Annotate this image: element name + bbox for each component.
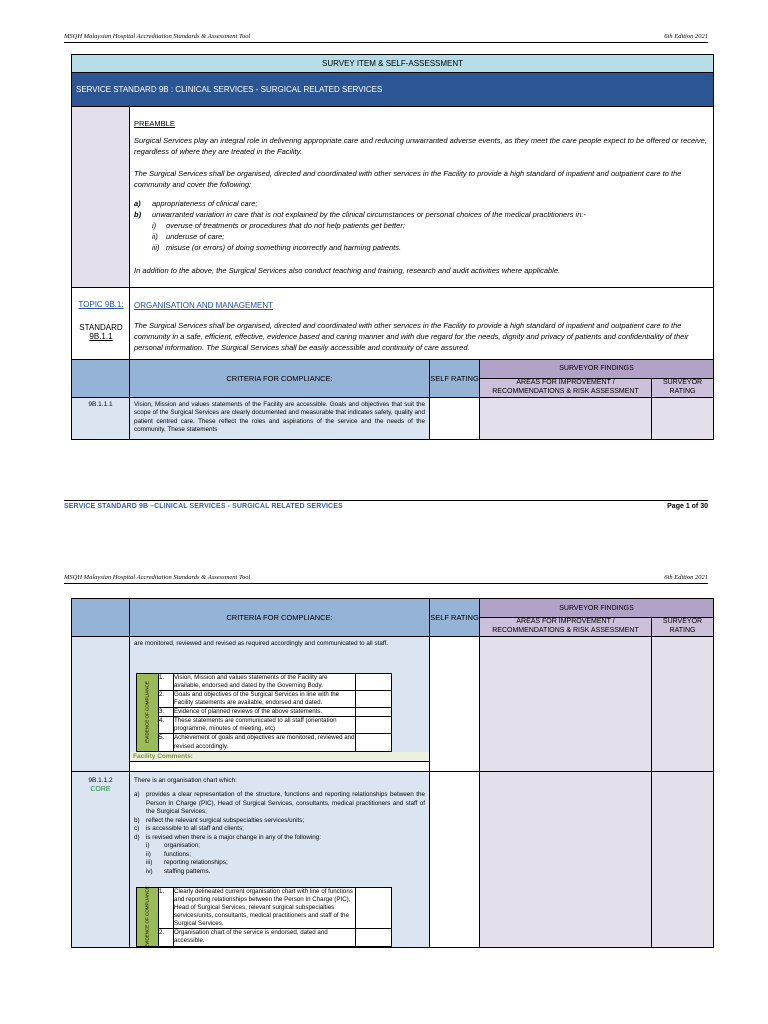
evidence-item: These statements are communicated to all staff (orientation programme, minutes of meeting, etc) xyxy=(174,717,356,734)
header-left: MSQH Malaysian Hospital Accreditation Standards & Assessment Tool xyxy=(64,574,251,581)
evidence-table-2: EVIDENCE OF COMPLIANCE 1. Clearly delineated current organisation chart with line of functions and reporting relationships between the Person In Charge (PIC), Head of Surgical Services, relevant surgical subspecialties services/units, consultants, medical practitioners and staff of the Surgical Services. 2. Organisation chart of the service is endorsed, dated and accessible. xyxy=(136,887,392,946)
standard-code: 9B.1.1 xyxy=(89,331,113,341)
footer-left: SERVICE STANDARD 9B –CLINICAL SERVICES - SURGICAL RELATED SERVICES xyxy=(64,503,343,510)
evidence-item: Evidence of planned reviews of the above statements. xyxy=(174,708,356,717)
core-badge: CORE xyxy=(90,786,111,794)
preamble-paragraph-3: In addition to the above, the Surgical Services also conduct teaching and training, research and audit activities where applicable. xyxy=(134,265,561,275)
preamble-paragraph-2: The Surgical Services shall be organised, directed and coordinated with other services in the Facility to provide a high standard of inpatient and outpatient care to the community and cover the following: xyxy=(134,168,682,189)
page-footer xyxy=(64,500,708,510)
header-left: MSQH Malaysian Hospital Accreditation Standards & Assessment Tool xyxy=(64,33,251,40)
facility-comments-label: Facility Comments: xyxy=(130,752,429,761)
survey-table-page2 xyxy=(71,598,714,948)
preamble-left-cell xyxy=(72,107,130,288)
criteria-code: 9B.1.1.2 xyxy=(88,776,113,784)
preamble-sublist xyxy=(152,221,708,254)
surveyor-rating-cell[interactable] xyxy=(652,637,714,772)
standard-text: The Surgical Services shall be organised, directed and coordinated with other services in the Facility to provide a high standard of inpatient and outpatient care to the community in a safe, efficient, effective, evidence based and caring manner and with due regard for the needs, dignity and privacy of patients and confidentiality of their personal information. The Surgical Services shall be easily accessible and continuity of care assured. xyxy=(134,321,689,352)
surveyor-findings-header: SURVEYOR FINDINGS xyxy=(480,599,714,618)
page-number: Page 1 of 30 xyxy=(667,503,708,510)
evidence-checkbox[interactable] xyxy=(356,674,392,691)
preamble-section xyxy=(130,107,714,288)
criteria-continuation xyxy=(130,637,430,772)
page-header-2 xyxy=(64,574,708,584)
criteria-header: CRITERIA FOR COMPLIANCE: xyxy=(130,599,430,637)
surveyor-rating-header: SURVEYOR RATING xyxy=(652,618,714,637)
list-item: c) is accessible to all staff and clients; xyxy=(134,825,244,833)
topic-title: ORGANISATION AND MANAGEMENT xyxy=(134,300,273,310)
list-item: iii) reporting relationships; xyxy=(146,859,228,867)
evidence-checkbox[interactable] xyxy=(356,691,392,708)
criteria-sublist xyxy=(146,842,425,876)
surveyor-rating-header: SURVEYOR RATING xyxy=(652,378,714,397)
evidence-item: Achievement of goals and objectives are monitored, reviewed and revised accordingly. xyxy=(174,734,355,750)
evidence-checkbox[interactable] xyxy=(356,888,392,929)
topic-label: TOPIC 9B.1: xyxy=(78,299,124,309)
list-item: a) appropriateness of clinical care; xyxy=(134,199,258,209)
evidence-checkbox[interactable] xyxy=(356,717,392,734)
self-rating-cell[interactable] xyxy=(430,637,480,772)
areas-header: AREAS FOR IMPROVEMENT / RECOMMENDATIONS & RISK ASSESSMENT xyxy=(480,378,652,397)
header-right: 6th Edition 2021 xyxy=(664,33,708,40)
criteria-text-continued: are monitored, reviewed and revised as required accordingly and communicated to all staff. xyxy=(134,640,388,647)
surveyor-rating-cell[interactable] xyxy=(652,397,714,439)
evidence-label: EVIDENCE OF COMPLIANCE xyxy=(137,674,159,752)
list-item: iii) misuse (or errors) of doing something incorrectly and harming patients. xyxy=(152,242,402,252)
areas-header: AREAS FOR IMPROVEMENT / RECOMMENDATIONS & RISK ASSESSMENT xyxy=(480,618,652,637)
list-item: b) reflect the relevant surgical subspecialties services/units; xyxy=(134,816,305,824)
criteria-intro: There is an organisation chart which: xyxy=(134,776,237,784)
evidence-item: Organisation chart of the service is endorsed, dated and accessible. xyxy=(174,929,356,946)
evidence-item: Clearly delineated current organisation chart with line of functions and reporting relationships between the Person In Charge (PIC), Head of Surgical Services, relevant surgical subspecialties services/units, consultants, medical practitioners and staff of the Surgical Services. xyxy=(174,888,356,929)
evidence-checkbox[interactable] xyxy=(356,708,392,717)
survey-table-page1 xyxy=(71,54,714,440)
topic-label-cell xyxy=(72,287,130,359)
list-item: ii) functions; xyxy=(146,850,191,858)
self-rating-cell[interactable] xyxy=(430,771,480,947)
preamble-title: PREAMBLE xyxy=(134,119,175,128)
areas-cell[interactable] xyxy=(480,397,652,439)
topic-section xyxy=(130,287,714,359)
list-item: ii) underuse of care; xyxy=(152,232,225,241)
list-item: d) is revised when there is a major change in any of the following: xyxy=(134,833,322,841)
surveyor-rating-cell[interactable] xyxy=(652,771,714,947)
criteria-code: 9B.1.1.1 xyxy=(72,397,130,439)
criteria-code-empty xyxy=(72,637,130,772)
survey-title: SURVEY ITEM & SELF-ASSESSMENT xyxy=(72,55,714,73)
list-item: b) unwarranted variation in care that is not explained by the clinical circumstances or personal choices of the medical practitioners in:- xyxy=(134,210,586,220)
criteria-header: CRITERIA FOR COMPLIANCE: xyxy=(130,359,430,397)
list-item: iv) staffing patterns. xyxy=(146,867,211,875)
criteria-head-left xyxy=(72,599,130,637)
list-item: a) provides a clear representation of the structure, functions and reporting relationships between the Person In Charge (PIC), Head of Surgical Services, consultants, medical practitioners and staff of the Surgical Services; xyxy=(134,791,425,816)
standard-label: STANDARD xyxy=(79,322,123,332)
list-item: i) organisation; xyxy=(146,842,201,850)
facility-comments-field[interactable] xyxy=(130,761,429,771)
evidence-label: EVIDENCE OF COMPLIANCE xyxy=(137,888,159,946)
service-standard-title: SERVICE STANDARD 9B : CLINICAL SERVICES - SURGICAL RELATED SERVICES xyxy=(72,73,714,107)
preamble-paragraph-1: Surgical Services play an integral role in delivering appropriate care and reducing unwarranted adverse events, as they meet the care people expect to be offered or receive, regardless of where they are treated in the Facility. xyxy=(134,135,707,156)
criteria-head-left xyxy=(72,359,130,397)
criteria-text xyxy=(130,772,429,880)
surveyor-findings-header: SURVEYOR FINDINGS xyxy=(480,359,714,378)
criteria-list xyxy=(134,791,425,842)
criteria-cell xyxy=(130,771,430,947)
evidence-item: Vision, Mission and values statements of the Facility are available, endorsed and dated by the Governing Body. xyxy=(174,674,356,691)
header-right: 6th Edition 2021 xyxy=(664,574,708,581)
self-rating-header: SELF RATING xyxy=(430,599,480,637)
evidence-checkbox[interactable] xyxy=(356,734,392,751)
areas-cell[interactable] xyxy=(480,637,652,772)
evidence-table-1: EVIDENCE OF COMPLIANCE 1. Vision, Mission and values statements of the Facility are available, endorsed and dated by the Governing Body. 2. Goals and objectives of the Surgical Services in line with the Facility statements are available, endorsed and dated. 3. Evidence of planned reviews of the above statements. 4. These statements are communicated to all staff (orientation programme, minutes of meeting, etc) 5. Achievement of goals and objectives are monitored, reviewed and revised accordingly. xyxy=(136,673,392,752)
criteria-code-cell xyxy=(72,771,130,947)
self-rating-cell[interactable] xyxy=(430,397,480,439)
page-header xyxy=(64,33,708,43)
self-rating-header: SELF RATING xyxy=(430,359,480,397)
list-item: i) overuse of treatments or procedures that do not help patients get better; xyxy=(152,221,405,231)
evidence-checkbox[interactable] xyxy=(356,929,392,946)
criteria-text: Vision, Mission and values statements of the Facility are accessible. Goals and objectives that suit the scope of the Surgical Services are clearly documented and measurable that indicates safety, quality and patient centred care. These reflect the roles and aspirations of the service and the needs of the community. These statements xyxy=(130,397,430,439)
evidence-item: Goals and objectives of the Surgical Services in line with the Facility statements are available, endorsed and dated. xyxy=(174,691,356,708)
preamble-list xyxy=(134,199,708,221)
areas-cell[interactable] xyxy=(480,771,652,947)
